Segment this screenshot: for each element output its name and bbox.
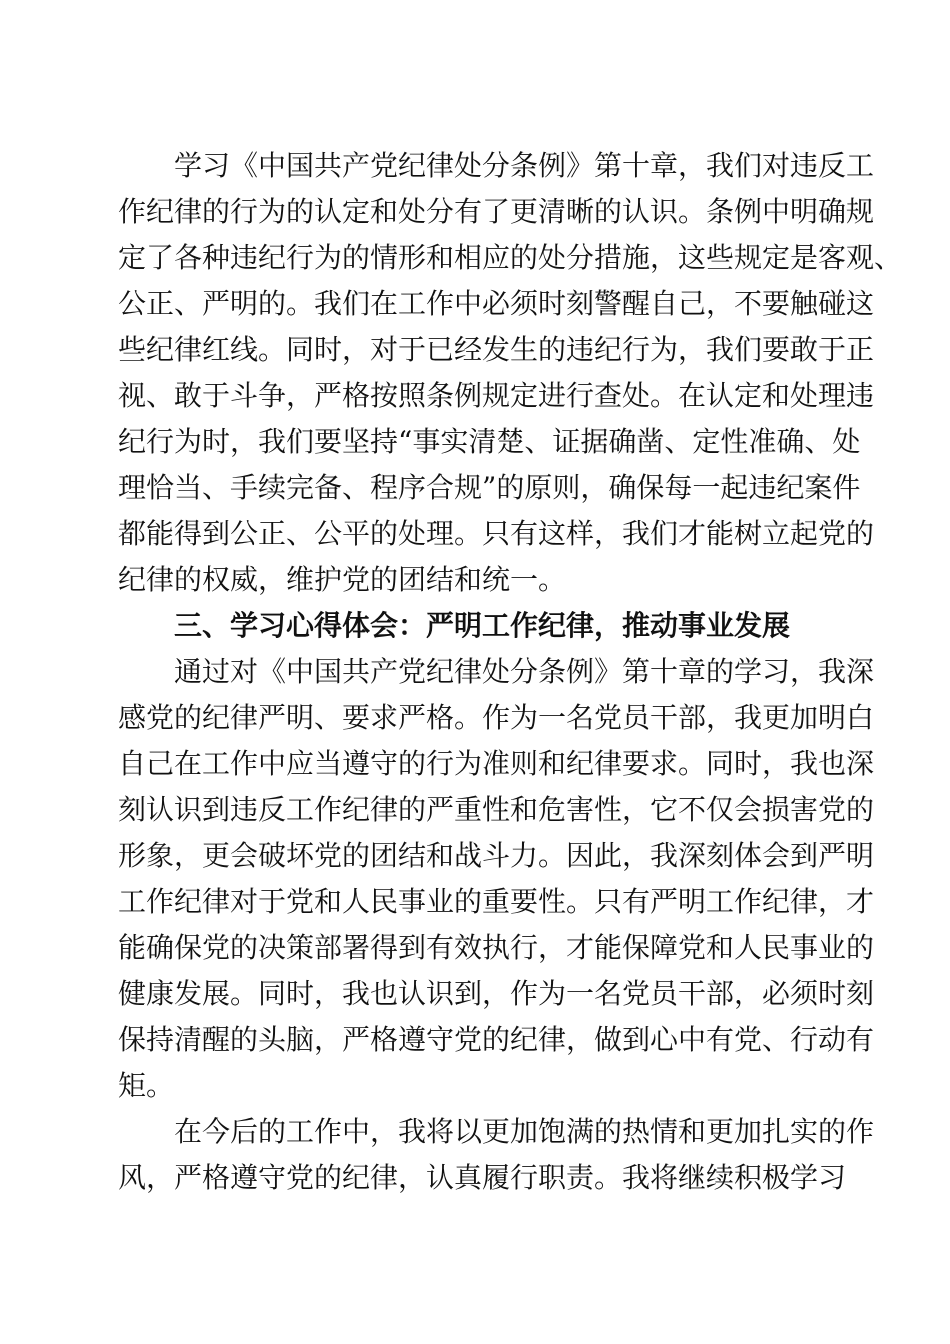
paragraph-1-line: 视、敢于斗争，严格按照条例规定进行查处。在认定和处理违 xyxy=(118,379,875,412)
section-heading: 三、学习心得体会：严明工作纪律，推动事业发展 xyxy=(174,609,791,642)
paragraph-2-line: 自己在工作中应当遵守的行为准则和纪律要求。同时，我也深 xyxy=(118,747,875,780)
paragraph-1-line: 都能得到公正、公平的处理。只有这样，我们才能树立起党的 xyxy=(118,517,875,550)
paragraph-1-line: 公正、严明的。我们在工作中必须时刻警醒自己，不要触碰这 xyxy=(118,287,875,320)
paragraph-1-line: 纪行为时，我们要坚持“事实清楚、证据确凿、定性准确、处 xyxy=(118,425,861,458)
paragraph-2-line: 形象，更会破坏党的团结和战斗力。因此，我深刻体会到严明 xyxy=(118,839,875,872)
paragraph-1-line: 学习《中国共产党纪律处分条例》第十章，我们对违反工 xyxy=(174,149,875,182)
paragraph-3-line: 风，严格遵守党的纪律，认真履行职责。我将继续积极学习 xyxy=(118,1161,847,1194)
paragraph-1-line: 些纪律红线。同时，对于已经发生的违纪行为，我们要敢于正 xyxy=(118,333,875,366)
paragraph-1-line: 作纪律的行为的认定和处分有了更清晰的认识。条例中明确规 xyxy=(118,195,875,228)
paragraph-2-line: 能确保党的决策部署得到有效执行，才能保障党和人民事业的 xyxy=(118,931,875,964)
paragraph-2-line: 刻认识到违反工作纪律的严重性和危害性，它不仅会损害党的 xyxy=(118,793,875,826)
paragraph-2-line: 健康发展。同时，我也认识到，作为一名党员干部，必须时刻 xyxy=(118,977,875,1010)
paragraph-2-line: 矩。 xyxy=(118,1069,175,1102)
paragraph-3-line: 在今后的工作中，我将以更加饱满的热情和更加扎实的作 xyxy=(174,1115,875,1148)
paragraph-1-line: 定了各种违纪行为的情形和相应的处分措施，这些规定是客观、 xyxy=(118,241,903,274)
paragraph-1-line: 纪律的权威，维护党的团结和统一。 xyxy=(118,563,567,596)
paragraph-2-line: 工作纪律对于党和人民事业的重要性。只有严明工作纪律，才 xyxy=(118,885,875,918)
paragraph-2-line: 感党的纪律严明、要求严格。作为一名党员干部，我更加明白 xyxy=(118,701,875,734)
paragraph-1-line: 理恰当、手续完备、程序合规”的原则，确保每一起违纪案件 xyxy=(118,471,861,504)
paragraph-2-line: 保持清醒的头脑，严格遵守党的纪律，做到心中有党、行动有 xyxy=(118,1023,875,1056)
paragraph-2-line: 通过对《中国共产党纪律处分条例》第十章的学习，我深 xyxy=(174,655,875,688)
